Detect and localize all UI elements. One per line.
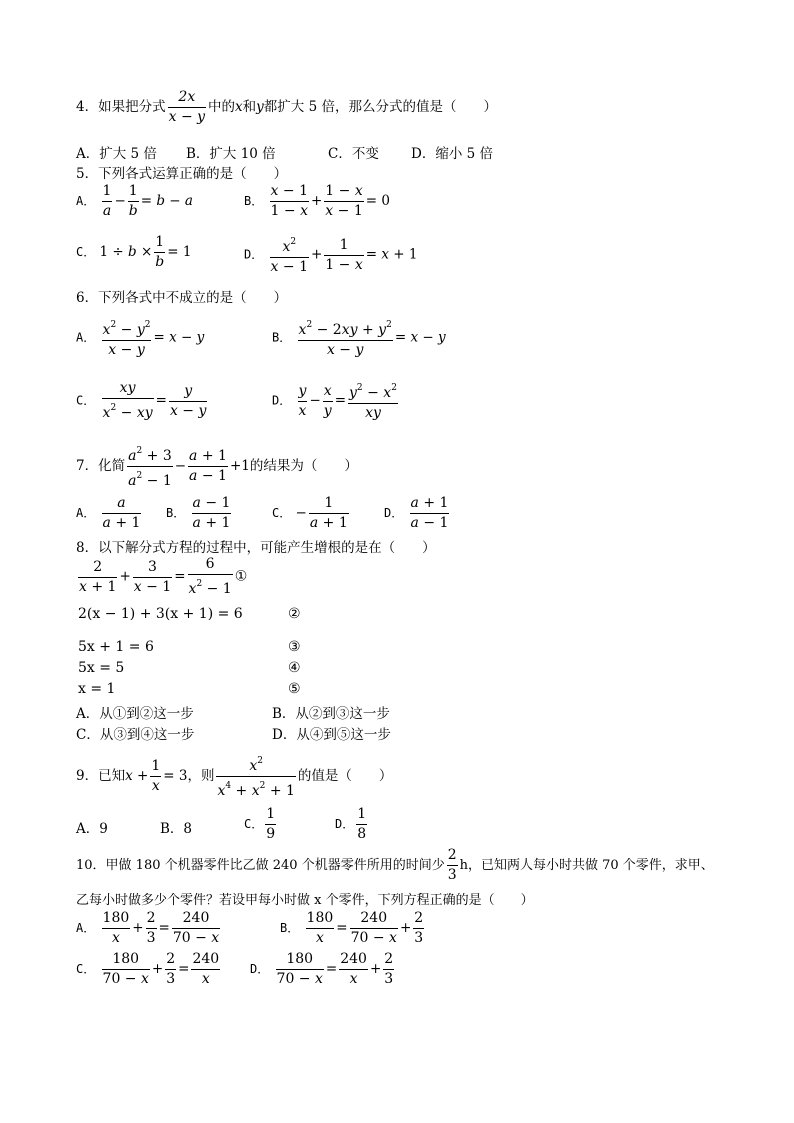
q9-option-b: B．8 bbox=[160, 821, 193, 837]
q9-option-a: A．9 bbox=[76, 821, 108, 837]
q9-stem: 9．已知x + $\frac{1}{x}$ = 3，则 $\frac{x^2}{x^4 + x^2 + 1}$ 的值是（ ） bbox=[76, 752, 392, 801]
q6-option-d: D． $\frac{y}{x}$ − $\frac{x}{y}$ = $\frac{y^2 - x^2}{xy}$ bbox=[272, 379, 400, 423]
q8-option-c: C．从③到④这一步 bbox=[76, 727, 195, 743]
q8-option-a: A．从①到②这一步 bbox=[76, 706, 194, 722]
q6-stem: 6．下列各式中不成立的是（ ） bbox=[76, 290, 288, 306]
q4-option-d: D．缩小 5 倍 bbox=[411, 146, 493, 162]
q4-option-c: C．不变 bbox=[328, 146, 379, 162]
step-mark-3: ③ bbox=[288, 639, 301, 655]
q5-stem: 5．下列各式运算正确的是（ ） bbox=[76, 166, 288, 182]
step-mark-4: ④ bbox=[288, 660, 301, 676]
q10-stem-line1: 10．甲做 180 个机器零件比乙做 240 个机器零件所用的时间少 $\frac{2}{3}$ h，已知两人每小时共做 70 个零件，求甲、 bbox=[76, 847, 714, 883]
q4-option-a: A．扩大 5 倍 bbox=[76, 146, 157, 162]
q5-option-b: B． $\frac{x - 1}{1 - x}$ + $\frac{1 - x}{x - 1}$ = 0 bbox=[244, 183, 390, 219]
q7-option-b: B． $\frac{a - 1}{a + 1}$ bbox=[166, 495, 231, 531]
q10-option-d: D． $\frac{180}{70 - x}$ = $\frac{240}{x}$ + $\frac{2}{3}$ bbox=[250, 951, 394, 987]
q4-fraction: $\frac{2x}{x - y}$ bbox=[168, 89, 206, 125]
q6-option-b: B． $\frac{x^2 - 2xy + y^2}{x - y}$ = x − y bbox=[272, 316, 446, 360]
q5-option-d: D． $\frac{x^2}{x - 1}$ + $\frac{1}{1 - x}$ = x + 1 bbox=[244, 233, 417, 277]
q5-option-c: C． 1 ÷ b × $\frac{1}{b}$ = 1 bbox=[76, 234, 192, 270]
q8-step-4: 5x = 5 bbox=[78, 660, 125, 676]
step-mark-2: ② bbox=[288, 606, 301, 622]
q4-option-b: B．扩大 10 倍 bbox=[186, 146, 276, 162]
q8-step-2: 2(x − 1) + 3(x + 1) = 6 bbox=[78, 606, 243, 622]
q9-option-c: C． $\frac{1}{9}$ bbox=[244, 806, 276, 842]
q9-option-d: D． $\frac{1}{8}$ bbox=[335, 806, 367, 842]
q10-option-c: C． $\frac{180}{70 - x}$ + $\frac{2}{3}$ = $\frac{240}{x}$ bbox=[76, 951, 220, 987]
q8-option-d: D．从④到⑤这一步 bbox=[272, 727, 391, 743]
q8-step-3: 5x + 1 = 6 bbox=[78, 639, 154, 655]
q8-stem: 8．以下解分式方程的过程中，可能产生增根的是在（ ） bbox=[76, 540, 436, 556]
q5-option-a: A． $\frac{1}{a}$ − $\frac{1}{b}$ = b − a bbox=[76, 183, 193, 219]
q10-stem-line2: 乙每小时做多少个零件？若设甲每小时做 x 个零件，下列方程正确的是（ ） bbox=[76, 893, 534, 908]
q7-option-a: A． $\frac{a}{a + 1}$ bbox=[76, 495, 141, 531]
q10-option-a: A． $\frac{180}{x}$ + $\frac{2}{3}$ = $\frac{240}{70 - x}$ bbox=[76, 910, 220, 946]
q6-option-a: A． $\frac{x^2 - y^2}{x - y}$ = x − y bbox=[76, 316, 204, 360]
q8-step-5: x = 1 bbox=[78, 681, 116, 697]
q8-equation: $\frac{2}{x + 1}$ + $\frac{3}{x - 1}$ = $\frac{6}{x^2 - 1}$ ① bbox=[79, 556, 248, 597]
q7-option-c: C． − $\frac{1}{a + 1}$ bbox=[272, 495, 348, 531]
q4-text-before: 4．如果把分式 bbox=[76, 99, 166, 115]
q6-option-c: C． $\frac{xy}{x^2 - xy}$ = $\frac{y}{x - y}$ bbox=[76, 380, 207, 421]
q7-stem: 7．化简 $\frac{a^2 + 3}{a^2 - 1}$ − $\frac{a + 1}{a - 1}$ +1的结果为（ ） bbox=[76, 442, 358, 491]
q10-option-b: B． $\frac{180}{x}$ = $\frac{240}{70 - x}$ + $\frac{2}{3}$ bbox=[280, 910, 424, 946]
q8-option-b: B．从②到③这一步 bbox=[272, 706, 390, 722]
q7-option-d: D． $\frac{a + 1}{a - 1}$ bbox=[384, 495, 449, 531]
q4-stem: 4．如果把分式 $\frac{2x}{x - y}$ 中的x和y都扩大 5 倍，那么分式的值是（ ） bbox=[76, 89, 497, 125]
step-mark-1: ① bbox=[234, 568, 248, 585]
step-mark-5: ⑤ bbox=[288, 681, 301, 697]
